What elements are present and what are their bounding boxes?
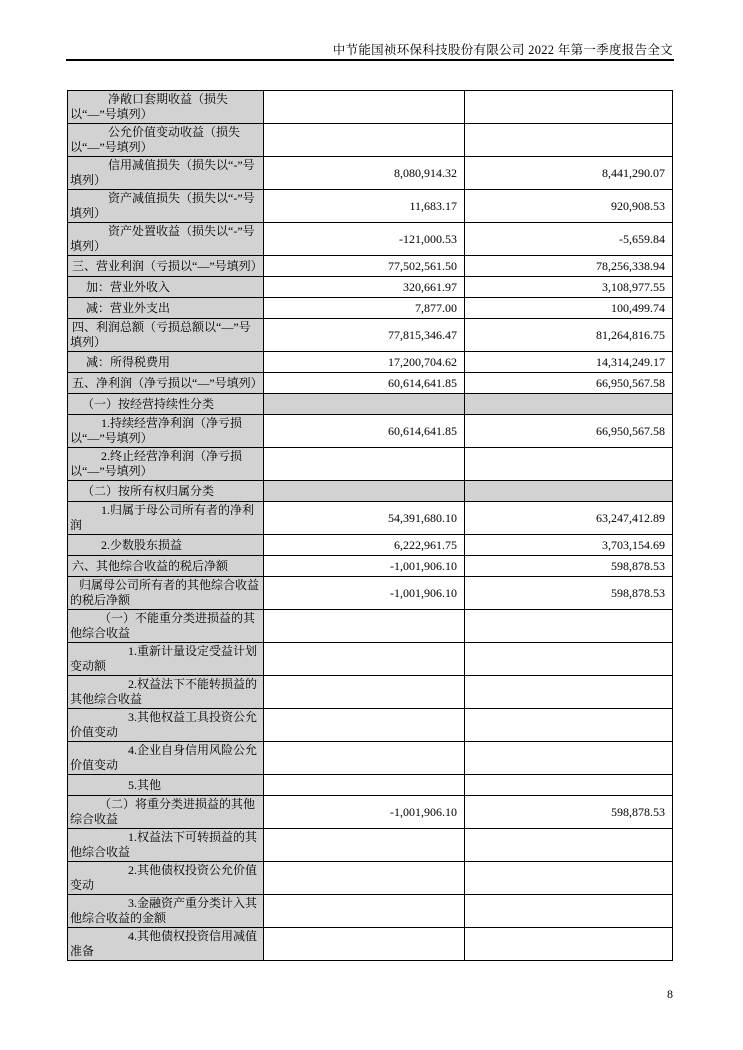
table-row (68, 862, 673, 895)
table-row (68, 91, 673, 124)
table-row (68, 223, 673, 256)
table-row (68, 352, 673, 373)
prior-period-value-cell: 78,256,338.94 (465, 256, 673, 277)
table-row (68, 709, 673, 742)
current-period-value-cell: -1,001,906.10 (264, 556, 465, 577)
table-row (68, 775, 673, 796)
row-label-cell: 1.归属于母公司所有者的净利润 (68, 502, 264, 535)
row-label-cell: （一）按经营持续性分类 (68, 394, 264, 415)
prior-period-value-cell (465, 709, 673, 742)
table-row (68, 676, 673, 709)
table-row (68, 556, 673, 577)
current-period-value-cell (264, 862, 465, 895)
current-period-value-cell (264, 709, 465, 742)
row-label-cell: 5.其他 (68, 775, 264, 796)
prior-period-value-cell (465, 775, 673, 796)
prior-period-value-cell: 598,878.53 (465, 796, 673, 829)
row-label-cell: 归属母公司所有者的其他综合收益的税后净额 (68, 577, 264, 610)
row-label-cell: 1.持续经营净利润（净亏损以“—”号填列） (68, 415, 264, 448)
prior-period-value-cell (465, 481, 673, 502)
table-row (68, 256, 673, 277)
prior-period-value-cell: 66,950,567.58 (465, 415, 673, 448)
current-period-value-cell (264, 676, 465, 709)
row-label-cell: 资产处置收益（损失以“-”号填列） (68, 223, 264, 256)
prior-period-value-cell: 920,908.53 (465, 190, 673, 223)
current-period-value-cell: 60,614,641.85 (264, 415, 465, 448)
row-label-cell: 2.少数股东损益 (68, 535, 264, 556)
prior-period-value-cell (465, 895, 673, 928)
row-label-cell: 2.权益法下不能转损益的其他综合收益 (68, 676, 264, 709)
current-period-value-cell: 6,222,961.75 (264, 535, 465, 556)
current-period-value-cell (264, 124, 465, 157)
row-label-cell: 三、营业利润（亏损以“—”号填列） (68, 256, 264, 277)
row-label-cell: 五、净利润（净亏损以“—”号填列） (68, 373, 264, 394)
table-row (68, 277, 673, 298)
table-row (68, 895, 673, 928)
prior-period-value-cell (465, 862, 673, 895)
row-label-cell: （二）按所有权归属分类 (68, 481, 264, 502)
prior-period-value-cell: 3,108,977.55 (465, 277, 673, 298)
row-label-cell: 1.权益法下可转损益的其他综合收益 (68, 829, 264, 862)
row-label-cell: 2.其他债权投资公允价值变动 (68, 862, 264, 895)
table-row (68, 643, 673, 676)
table-row (68, 829, 673, 862)
prior-period-value-cell: 81,264,816.75 (465, 319, 673, 352)
prior-period-value-cell: 14,314,249.17 (465, 352, 673, 373)
current-period-value-cell: 11,683.17 (264, 190, 465, 223)
row-label-cell: 净敞口套期收益（损失以“—”号填列） (68, 91, 264, 124)
prior-period-value-cell: 598,878.53 (465, 556, 673, 577)
current-period-value-cell (264, 742, 465, 775)
prior-period-value-cell (465, 610, 673, 643)
current-period-value-cell: 60,614,641.85 (264, 373, 465, 394)
current-period-value-cell (264, 448, 465, 481)
prior-period-value-cell (465, 676, 673, 709)
row-label-cell: 公允价值变动收益（损失以“—”号填列） (68, 124, 264, 157)
row-label-cell: （一）不能重分类进损益的其他综合收益 (68, 610, 264, 643)
table-row (68, 577, 673, 610)
prior-period-value-cell (465, 742, 673, 775)
prior-period-value-cell (465, 928, 673, 961)
row-label-cell: 资产减值损失（损失以“-”号填列） (68, 190, 264, 223)
row-label-cell: 六、其他综合收益的税后净额 (68, 556, 264, 577)
prior-period-value-cell (465, 124, 673, 157)
table-row (68, 610, 673, 643)
prior-period-value-cell: 598,878.53 (465, 577, 673, 610)
prior-period-value-cell (465, 91, 673, 124)
prior-period-value-cell (465, 448, 673, 481)
prior-period-value-cell (465, 829, 673, 862)
current-period-value-cell (264, 481, 465, 502)
row-label-cell: 加：营业外收入 (68, 277, 264, 298)
table-row (68, 742, 673, 775)
current-period-value-cell: 17,200,704.62 (264, 352, 465, 373)
table-row (68, 415, 673, 448)
current-period-value-cell (264, 928, 465, 961)
row-label-cell: 1.重新计量设定受益计划变动额 (68, 643, 264, 676)
current-period-value-cell (264, 829, 465, 862)
table-row (68, 481, 673, 502)
income-statement-table (67, 90, 673, 961)
current-period-value-cell (264, 610, 465, 643)
prior-period-value-cell: 8,441,290.07 (465, 157, 673, 190)
table-row (68, 373, 673, 394)
prior-period-value-cell: -5,659.84 (465, 223, 673, 256)
table-row (68, 190, 673, 223)
row-label-cell: 3.其他权益工具投资公允价值变动 (68, 709, 264, 742)
row-label-cell: 4.企业自身信用风险公允价值变动 (68, 742, 264, 775)
table-row (68, 448, 673, 481)
page-number: 8 (667, 987, 673, 1001)
table-row (68, 796, 673, 829)
current-period-value-cell: -121,000.53 (264, 223, 465, 256)
current-period-value-cell (264, 775, 465, 796)
row-label-cell: 2.终止经营净利润（净亏损以“—”号填列） (68, 448, 264, 481)
header-rule-divider (66, 59, 674, 61)
report-header-title: 中节能国祯环保科技股份有限公司 2022 年第一季度报告全文 (332, 43, 673, 57)
prior-period-value-cell: 100,499.74 (465, 298, 673, 319)
current-period-value-cell (264, 643, 465, 676)
current-period-value-cell: 320,661.97 (264, 277, 465, 298)
current-period-value-cell: -1,001,906.10 (264, 577, 465, 610)
row-label-cell: （二）将重分类进损益的其他综合收益 (68, 796, 264, 829)
row-label-cell: 信用减值损失（损失以“-”号填列） (68, 157, 264, 190)
current-period-value-cell: 54,391,680.10 (264, 502, 465, 535)
table-row (68, 124, 673, 157)
table-row (68, 394, 673, 415)
prior-period-value-cell (465, 643, 673, 676)
row-label-cell: 减：所得税费用 (68, 352, 264, 373)
current-period-value-cell: 7,877.00 (264, 298, 465, 319)
row-label-cell: 减：营业外支出 (68, 298, 264, 319)
current-period-value-cell (264, 895, 465, 928)
prior-period-value-cell: 3,703,154.69 (465, 535, 673, 556)
income-statement-table-body (68, 91, 673, 961)
table-row (68, 157, 673, 190)
prior-period-value-cell (465, 394, 673, 415)
current-period-value-cell (264, 394, 465, 415)
table-row (68, 535, 673, 556)
row-label-cell: 四、利润总额（亏损总额以“—”号填列） (68, 319, 264, 352)
table-row (68, 502, 673, 535)
row-label-cell: 4.其他债权投资信用减值准备 (68, 928, 264, 961)
current-period-value-cell: 77,815,346.47 (264, 319, 465, 352)
current-period-value-cell: 8,080,914.32 (264, 157, 465, 190)
current-period-value-cell: 77,502,561.50 (264, 256, 465, 277)
prior-period-value-cell: 63,247,412.89 (465, 502, 673, 535)
prior-period-value-cell: 66,950,567.58 (465, 373, 673, 394)
current-period-value-cell: -1,001,906.10 (264, 796, 465, 829)
row-label-cell: 3.金融资产重分类计入其他综合收益的金额 (68, 895, 264, 928)
table-row (68, 928, 673, 961)
table-row (68, 298, 673, 319)
table-row (68, 319, 673, 352)
current-period-value-cell (264, 91, 465, 124)
